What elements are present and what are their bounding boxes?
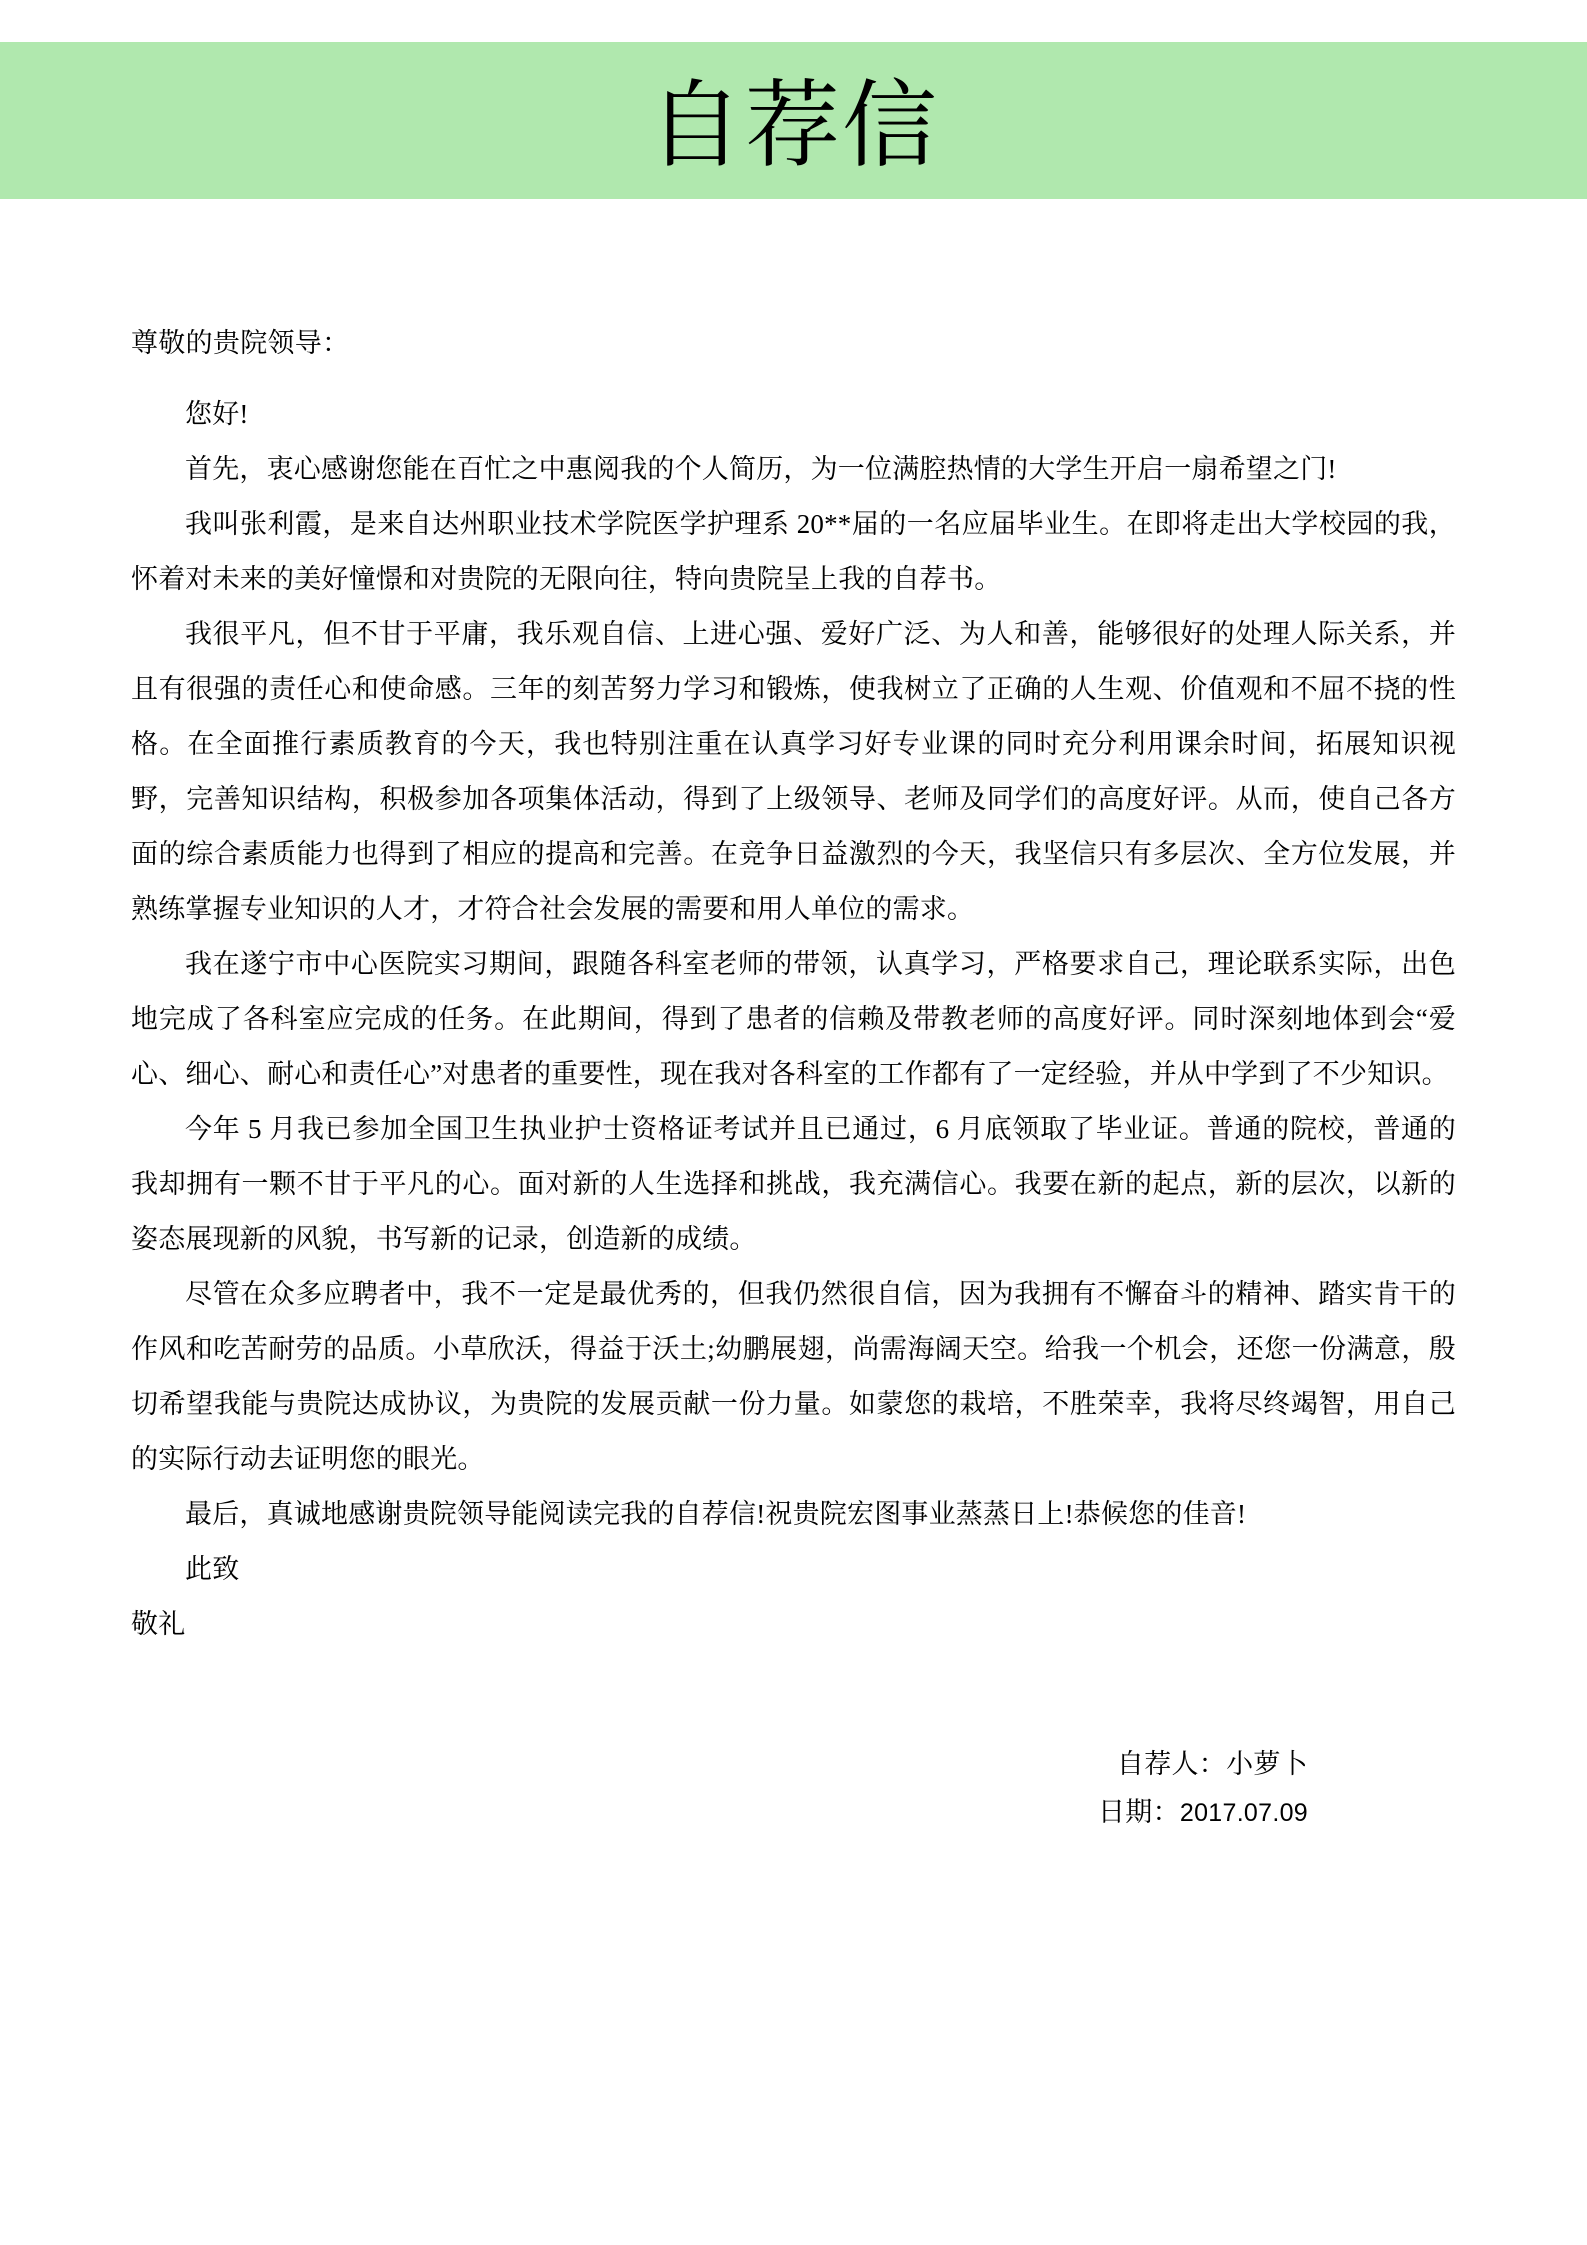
- paragraph-personal-qualities: 我很平凡，但不甘于平庸，我乐观自信、上进心强、爱好广泛、为人和善，能够很好的处理人际关系，并且有很强的责任心和使命感。三年的刻苦努力学习和锻炼，使我树立了正确的人生观、价值观和不屈不挠的性格。在全面推行素质教育的今天，我也特别注重在认真学习好专业课的同时充分利用课余时间，拓展知识视野，完善知识结构，积极参加各项集体活动，得到了上级领导、老师及同学们的高度好评。从而，使自己各方面的综合素质能力也得到了相应的提高和完善。在竞争日益激烈的今天，我坚信只有多层次、全方位发展，并熟练掌握专业知识的人才，才符合社会发展的需要和用人单位的需求。: [131, 619, 1456, 924]
- paragraph-internship: 我在遂宁市中心医院实习期间，跟随各科室老师的带领，认真学习，严格要求自己，理论联系实际，出色地完成了各科室应完成的任务。在此期间，得到了患者的信赖及带教老师的高度好评。同时深刻地体到会“爱心、细心、耐心和责任心”对患者的重要性，现在我对各科室的工作都有了一定经验，并从中学到了不少知识。: [131, 949, 1456, 1089]
- closing-jingli: 敬礼: [131, 1609, 186, 1639]
- signature-date-line: [131, 1788, 1456, 1837]
- salutation: 尊敬的贵院领导：: [131, 328, 350, 358]
- paragraph-final-thanks: 最后，真诚地感谢贵院领导能阅读完我的自荐信!祝贵院宏图事业蒸蒸日上!恭候您的佳音!: [185, 1499, 1247, 1529]
- paragraph-confidence: 尽管在众多应聘者中，我不一定是最优秀的，但我仍然很自信，因为我拥有不懈奋斗的精神、踏实肯干的作风和吃苦耐劳的品质。小草欣沃，得益于沃土;幼鹏展翅，尚需海阔天空。给我一个机会，还您一份满意，殷切希望我能与贵院达成协议，为贵院的发展贡献一份力量。如蒙您的栽培，不胜荣幸，我将尽终竭智，用自己的实际行动去证明您的眼光。: [131, 1279, 1456, 1474]
- paragraph-introduction: 我叫张利霞，是来自达州职业技术学院医学护理系 20**届的一名应届毕业生。在即将走出大学校园的我，怀着对未来的美好憧憬和对贵院的无限向往，特向贵院呈上我的自荐书。: [131, 509, 1456, 594]
- paragraph-certification: 今年 5 月我已参加全国卫生执业护士资格证考试并且已通过，6 月底领取了毕业证。普通的院校，普通的我却拥有一颗不甘于平凡的心。面对新的人生选择和挑战，我充满信心。我要在新的起点，新的层次，以新的姿态展现新的风貌，书写新的记录，创造新的成绩。: [131, 1114, 1456, 1254]
- paragraph-greeting: 您好!: [185, 399, 249, 429]
- signature-author-label: 自荐人：: [1116, 1749, 1227, 1779]
- signature-block: [131, 1740, 1456, 1837]
- signature-date-value: 2017.07.09: [1179, 1799, 1308, 1827]
- title-banner: [0, 42, 1587, 199]
- letter-body: [131, 330, 1456, 1652]
- page-title: 自荐信: [647, 72, 939, 179]
- signature-author-line: [131, 1740, 1456, 1788]
- paragraph-thanks: 首先，衷心感谢您能在百忙之中惠阅我的个人简历，为一位满腔热情的大学生开启一扇希望之门!: [185, 454, 1337, 484]
- closing-cizhi: 此致: [185, 1554, 240, 1584]
- signature-date-label: 日期：: [1097, 1797, 1180, 1827]
- signature-author-name: 小萝卜: [1226, 1749, 1308, 1779]
